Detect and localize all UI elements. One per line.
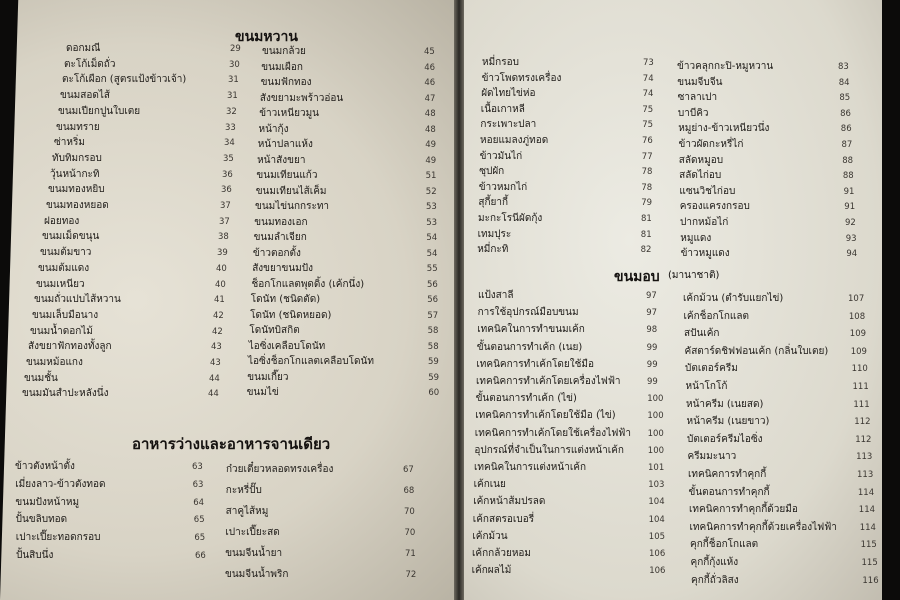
toc-entry-page-number: 48 (425, 124, 436, 135)
toc-entry-title: หมี่กรอบ (482, 57, 519, 68)
toc-entry-page-number: 45 (424, 47, 435, 57)
toc-entry-page-number: 57 (427, 310, 439, 321)
toc-entry-title: เทคนิคการทำคุกกี้ด้วยมือ (689, 504, 798, 516)
toc-entry-title: ขนมเปียกปูนใบเตย (58, 105, 141, 117)
toc-entry-page-number: 60 (428, 388, 440, 398)
toc-entry-title: คัสตาร์ดชิฟฟอนเค้ก (กลิ่นใบเตย) (684, 345, 829, 357)
toc-entry-title: ขนมทองหยิบ (48, 184, 105, 196)
toc-entry-page-number: 86 (840, 108, 851, 119)
toc-entry-page-number: 52 (425, 186, 437, 197)
toc-entry-page-number: 56 (427, 295, 439, 305)
toc-entry-title: เทมปุระ (477, 228, 512, 240)
toc-entry-title: ข้าวหมูแดง (680, 248, 730, 260)
toc-entry-title: หน้าปลาแห้ง (257, 139, 313, 150)
toc-entry-page-number: 112 (855, 434, 872, 445)
toc-entry-page-number: 44 (209, 373, 220, 384)
section-title-baked: ขนมอบ (614, 269, 660, 285)
toc-entry-page-number: 47 (424, 93, 436, 104)
toc-entry-page-number: 68 (403, 486, 415, 496)
toc-entry-title: ข้าวผัดกะหรี่ไก่ (678, 139, 744, 150)
toc-entry-page-number: 104 (648, 514, 665, 525)
toc-entry-page-number: 42 (213, 310, 224, 321)
toc-entry-title: หน้ากุ้ง (258, 123, 289, 135)
toc-entry-page-number: 42 (212, 326, 223, 337)
toc-entry-page-number: 43 (211, 342, 222, 353)
toc-entry-page-number: 49 (425, 155, 437, 166)
toc-entry-title: ขนมเผือก (261, 61, 303, 73)
toc-entry-page-number: 87 (841, 140, 853, 150)
toc-entry-page-number: 65 (194, 533, 206, 544)
toc-entry-title: เค้กม้วน (ตำรับแยกไข่) (683, 293, 784, 304)
toc-entry-title: ตะโก้เผือก (สูตรแป้งข้าวเจ้า) (62, 74, 187, 86)
toc-entry-title: ขนมสอดไส้ (60, 90, 110, 102)
toc-entry-page-number: 112 (854, 417, 871, 428)
toc-entry-title: ขนมลำเจียก (253, 232, 307, 243)
section-subtitle-baked: (มานาชาติ) (668, 270, 720, 281)
toc-entry-page-number: 76 (642, 136, 653, 146)
toc-entry-title: ขนมจีบจีน (677, 76, 723, 88)
toc-entry-page-number: 81 (641, 214, 652, 224)
toc-entry-page-number: 104 (648, 497, 665, 508)
toc-entry-page-number: 32 (226, 106, 237, 117)
toc-entry-page-number: 100 (647, 411, 664, 422)
toc-entry-page-number: 54 (426, 233, 438, 243)
toc-entry-title: ซุปผัก (479, 166, 505, 178)
toc-entry-title: ขนมทราย (56, 121, 100, 133)
toc-entry-title: หอยแมลงภู่ทอด (480, 135, 549, 146)
toc-entry-page-number: 115 (860, 540, 877, 551)
toc-entry-title: ขนมเล็บมือนาง (32, 309, 99, 321)
toc-entry-title: เปาะเปี๊ยะทอดกรอบ (15, 532, 101, 544)
toc-entry-title: สังขยาฟักทองทั้งลูก (28, 341, 112, 353)
toc-entry-title: ขั้นตอนการทำเค้ก (ไข่) (475, 393, 577, 405)
toc-entry-title: หน้าสังขยา (257, 154, 306, 166)
toc-entry-title: ข้าวหมกไก่ (478, 181, 528, 193)
toc-entry-title: สังขยามะพร้าวอ่อน (259, 92, 344, 104)
toc-entry-title: ขนมเทียนไส้เค็ม (255, 185, 327, 197)
toc-entry-page-number: 86 (840, 124, 852, 135)
toc-entry-title: สลัดหมูอบ (678, 154, 724, 166)
toc-entry-title: ฝอยทอง (44, 215, 80, 227)
toc-entry-title: บัตเตอร์ครีม (685, 363, 738, 375)
toc-entry-title: ขนมไข่นกกระทา (255, 201, 330, 212)
toc-entry-page-number: 109 (849, 329, 867, 340)
toc-entry-page-number: 97 (646, 291, 657, 301)
toc-entry-title: ปากหม้อไก่ (680, 217, 729, 228)
toc-entry-title: ดอกมณี (66, 43, 101, 54)
toc-entry-title: ข้าวเหนียวมูน (259, 108, 320, 119)
toc-entry-page-number: 51 (425, 171, 437, 181)
toc-entry-page-number: 71 (405, 549, 416, 559)
toc-entry-page-number: 31 (228, 75, 239, 86)
toc-entry-page-number: 36 (222, 169, 233, 180)
toc-entry-title: ซาลาเปา (677, 92, 718, 104)
toc-entry-page-number: 99 (647, 377, 658, 387)
toc-entry-page-number: 56 (427, 279, 438, 290)
toc-entry-page-number: 33 (225, 122, 236, 133)
toc-entry-title: ก๋วยเตี๋ยวหลอดทรงเครื่อง (226, 464, 334, 475)
toc-entry-page-number: 35 (223, 153, 234, 164)
toc-entry-title: ตะโก้เม็ดถั่ว (64, 58, 116, 70)
toc-entry-title: ขนมน้ำดอกไม้ (30, 325, 93, 337)
toc-entry-page-number: 41 (214, 295, 225, 306)
toc-entry-title: หมูย่าง-ข้าวเหนียวนึ่ง (678, 123, 770, 135)
toc-entry-page-number: 29 (230, 44, 241, 54)
toc-entry-title: ขนมต้มขาว (40, 247, 92, 259)
toc-entry-title: ขนมเทียนแก้ว (256, 170, 318, 181)
toc-entry-title: ข้าวโพดทรงเครื่อง (481, 72, 562, 84)
toc-entry-page-number: 106 (649, 549, 666, 559)
toc-entry-title: ขนมจีนน้ำยา (225, 548, 283, 559)
toc-entry-title: เค้กช็อกโกแลต (683, 310, 750, 322)
toc-entry-title: ครองแครงกรอบ (679, 201, 750, 213)
toc-entry-page-number: 85 (839, 93, 851, 104)
toc-entry-page-number: 78 (641, 182, 653, 193)
toc-entry-page-number: 91 (843, 186, 855, 197)
toc-entry-title: ขนมปังหน้าหมู (15, 496, 80, 508)
toc-entry-page-number: 40 (215, 279, 226, 290)
toc-entry-title: สปันเค้ก (684, 328, 720, 340)
toc-entry-title: ขนมฟักทอง (260, 77, 312, 88)
toc-entry-title: ขนมหม้อแกง (26, 357, 83, 368)
toc-entry-title: เทคนิคการทำคุกกี้ (688, 469, 767, 480)
toc-entry-title: ขั้นตอนการทำเค้ก (เนย) (476, 341, 583, 353)
toc-entry-page-number: 67 (403, 465, 414, 475)
toc-entry-page-number: 44 (208, 389, 219, 400)
toc-entry-page-number: 94 (846, 249, 858, 260)
toc-entry-page-number: 92 (845, 218, 856, 228)
toc-entry-page-number: 49 (425, 140, 437, 150)
toc-entry-title: เทคนิคการทำคุกกี้ด้วยเครื่องไฟฟ้า (689, 521, 837, 533)
toc-entry-title: กะหรี่ปั๊บ (225, 485, 262, 496)
section-title-sweets: ขนมหวาน (235, 29, 298, 45)
toc-entry-title: เค้กกล้วยหอม (472, 548, 532, 559)
toc-entry-page-number: 59 (428, 372, 440, 383)
toc-entry-title: เทคนิคการทำเค้กโดยใช้มือ (ไข่) (475, 410, 616, 422)
toc-entry-title: ขนมกล้วย (262, 46, 306, 57)
toc-entry-title: คุกกี้ช็อกโกแลต (690, 539, 759, 551)
toc-entry-title: ข้าวคลุกกะปิ-หมูหวาน (677, 61, 774, 72)
toc-entry-title: เมี่ยงลาว-ข้าวตังทอด (15, 478, 106, 490)
toc-entry-title: ครีมมะนาว (687, 451, 737, 463)
toc-entry-title: กระเพาะปลา (480, 119, 537, 131)
toc-entry-title: ข้าวมันไก่ (479, 150, 523, 162)
toc-entry-page-number: 100 (647, 394, 664, 405)
toc-entry-page-number: 53 (426, 217, 438, 228)
toc-entry-title: ขนมจีนน้ำพริก (225, 569, 289, 580)
toc-entry-page-number: 65 (193, 515, 205, 526)
toc-entry-title: การใช้อุปกรณ์มือบขนม (477, 307, 579, 319)
toc-entry-page-number: 77 (641, 151, 653, 162)
toc-entry-title: ขนมเม็ดขนุน (42, 231, 100, 243)
toc-entry-title: เนื้อเกาหลี (480, 103, 525, 115)
toc-entry-title: ซ่าหริ่ม (54, 137, 85, 149)
toc-entry-page-number: 58 (427, 326, 439, 336)
toc-entry-page-number: 55 (426, 264, 438, 274)
toc-entry-page-number: 75 (642, 104, 654, 115)
toc-entry-page-number: 74 (642, 89, 654, 100)
toc-entry-title: แป้งสาลี (478, 290, 514, 301)
toc-entry-page-number: 63 (192, 479, 204, 490)
toc-entry-title: สาคูไส้หมู (225, 506, 269, 517)
toc-entry-page-number: 70 (404, 507, 415, 517)
toc-entry-page-number: 83 (838, 62, 849, 72)
toc-entry-page-number: 100 (647, 445, 665, 456)
toc-entry-title: ไอซิ่งช็อกโกแลตเคลือบโดนัท (248, 356, 374, 367)
toc-entry-title: ขนมต้มแดง (38, 262, 90, 274)
toc-entry-title: ขนมเกี๊ยว (247, 371, 289, 383)
toc-entry-title: ขนมทองหยอด (46, 200, 109, 211)
toc-entry-page-number: 63 (192, 462, 203, 472)
toc-entry-title: เทคนิคการทำเค้กโดยเครื่องไฟฟ้า (476, 376, 621, 387)
toc-entry-page-number: 66 (195, 551, 206, 561)
toc-entry-title: สลัดไก่อบ (679, 170, 722, 182)
toc-entry-page-number: 100 (647, 428, 664, 439)
toc-entry-title: บัตเตอร์ครีมไอซิ่ง (687, 433, 763, 445)
toc-entry-title: หน้าครีม (เนยขาว) (686, 416, 770, 428)
toc-entry-page-number: 108 (848, 311, 866, 322)
toc-entry-title: เค้กสตรอเบอรี่ (472, 513, 535, 525)
toc-entry-title: หน้าโกโก้ (685, 381, 728, 392)
toc-entry-page-number: 46 (424, 78, 436, 88)
toc-entry-page-number: 88 (842, 171, 854, 182)
toc-entry-title: มะกะโรนีผัดกุ้ง (478, 213, 543, 224)
toc-entry-title: เทคนิคการทำเค้กโดยใช้มือ (476, 358, 595, 370)
toc-entry-page-number: 114 (857, 487, 875, 498)
toc-entry-page-number: 113 (857, 470, 874, 480)
book-gutter (454, 0, 464, 600)
toc-entry-title: ขนมถั่วแปบไส้หวาน (34, 294, 121, 306)
toc-entry-page-number: 79 (641, 198, 653, 209)
toc-entry-page-number: 40 (216, 263, 227, 274)
toc-entry-page-number: 73 (643, 58, 654, 68)
toc-entry-title: บาบีคิว (677, 107, 709, 119)
toc-entry-page-number: 36 (221, 185, 232, 196)
toc-entry-page-number: 101 (648, 463, 665, 473)
toc-entry-page-number: 75 (642, 120, 654, 131)
toc-entry-title: เทคนิคในการทำขนมเค้ก (477, 324, 585, 336)
toc-entry-title: ช็อกโกแลตพุดดิ้ง (เค้กนึ่ง) (251, 278, 365, 290)
toc-entry-page-number: 31 (227, 91, 238, 102)
toc-entry-page-number: 116 (862, 575, 879, 586)
toc-entry-title: โดนัทบิสกิต (249, 325, 300, 336)
toc-entry-title: ทับทิมกรอบ (52, 152, 102, 164)
toc-entry-page-number: 72 (405, 570, 417, 580)
toc-entry-page-number: 37 (220, 201, 231, 211)
toc-entry-title: ขนมมันสำปะหลังนึ่ง (22, 388, 109, 400)
toc-entry-page-number: 106 (649, 566, 666, 577)
toc-entry-page-number: 91 (844, 202, 856, 213)
toc-entry-page-number: 110 (851, 364, 868, 375)
toc-entry-title: ปั้นขลิบทอด (15, 514, 68, 526)
toc-entry-page-number: 78 (641, 167, 653, 178)
toc-entry-page-number: 46 (424, 62, 436, 73)
toc-entry-page-number: 114 (859, 522, 876, 533)
toc-entry-title: ขนมไข่ (246, 387, 279, 398)
toc-entry-page-number: 39 (217, 248, 228, 259)
toc-entry-page-number: 30 (229, 59, 240, 70)
toc-entry-title: อุปกรณ์ที่จำเป็นในการแต่งหน้าเค้ก (474, 444, 624, 456)
toc-entry-title: คุกกี้ถั่วลิสง (691, 574, 739, 586)
toc-entry-page-number: 103 (648, 480, 665, 491)
toc-entry-title: หน้าครีม (เนยสด) (686, 398, 764, 410)
toc-entry-page-number: 59 (428, 357, 439, 367)
toc-entry-page-number: 111 (853, 399, 870, 410)
toc-entry-page-number: 114 (858, 505, 876, 516)
toc-entry-title: ผัดไทยไข่ห่อ (481, 88, 536, 100)
toc-entry-title: ขนมชั้น (24, 372, 58, 384)
toc-entry-page-number: 54 (426, 248, 438, 259)
toc-entry-title: เทคนิคการทำเค้กโดยใช้เครื่องไฟฟ้า (474, 427, 631, 439)
toc-entry-title: เค้กม้วน (472, 530, 508, 542)
toc-entry-title: เค้กเนย (473, 479, 506, 491)
toc-entry-title: แซนวิชไก่อบ (679, 185, 736, 197)
toc-entry-page-number: 81 (640, 229, 652, 240)
toc-entry-page-number: 99 (646, 359, 658, 370)
toc-entry-title: เปาะเปี๊ยะสด (225, 527, 280, 538)
toc-entry-page-number: 43 (210, 358, 221, 368)
toc-entry-page-number: 82 (640, 245, 652, 256)
toc-entry-page-number: 48 (424, 109, 436, 119)
toc-entry-page-number: 113 (856, 452, 873, 463)
toc-entry-page-number: 111 (852, 382, 869, 392)
toc-entry-page-number: 115 (861, 558, 878, 568)
toc-entry-page-number: 38 (218, 232, 229, 243)
toc-entry-title: โดนัท (ชนิดตัด) (250, 294, 321, 305)
toc-entry-page-number: 107 (848, 294, 865, 304)
toc-entry-title: ขั้นตอนการทำคุกกี้ (688, 486, 770, 498)
toc-entry-title: หมูแดง (680, 232, 712, 244)
toc-entry-title: ข้าวตอกตั้ง (252, 247, 301, 259)
toc-entry-page-number: 88 (842, 155, 854, 166)
toc-entry-title: ข้าวตังหน้าตั้ง (15, 461, 75, 472)
toc-entry-title: เค้กผลไม้ (471, 565, 512, 577)
toc-entry-page-number: 53 (426, 202, 437, 212)
toc-entry-page-number: 105 (648, 531, 666, 542)
toc-entry-page-number: 37 (219, 216, 230, 227)
toc-entry-page-number: 58 (427, 341, 439, 352)
toc-entry-title: วุ้นหน้ากะทิ (50, 168, 100, 180)
toc-entry-page-number: 64 (193, 497, 205, 508)
toc-entry-title: สังขยาขนมปัง (252, 263, 313, 274)
toc-entry-title: ปั้นสิบนึ่ง (16, 550, 54, 561)
toc-entry-page-number: 109 (850, 346, 867, 357)
toc-entry-title: คุกกี้กุ้งแห้ง (690, 557, 739, 568)
toc-entry-page-number: 97 (646, 308, 658, 319)
toc-entry-page-number: 98 (646, 325, 658, 336)
toc-entry-title: ขนมทองเอก (254, 216, 308, 228)
section-title-snacks: อาหารว่างและอาหารจานเดียว (132, 435, 331, 453)
toc-entry-page-number: 99 (646, 342, 658, 353)
toc-entry-title: เทคนิคในการแต่งหน้าเค้ก (474, 462, 587, 473)
toc-entry-title: โดนัท (ชนิดหยอด) (250, 309, 332, 321)
toc-entry-title: เค้กหน้าส้มปรลด (473, 496, 546, 508)
toc-entry-title: สุกี้ยากี้ (478, 197, 509, 209)
toc-entry-page-number: 70 (404, 528, 416, 538)
toc-entry-title: ขนมเหนียว (36, 278, 85, 290)
toc-entry-title: หมี่กะทิ (477, 244, 509, 256)
toc-entry-title: ไอซิ่งเคลือบโดนัท (248, 340, 326, 352)
toc-entry-page-number: 84 (838, 77, 850, 88)
toc-entry-page-number: 74 (642, 73, 654, 84)
toc-entry-page-number: 34 (224, 138, 235, 149)
toc-entry-page-number: 93 (845, 233, 857, 244)
